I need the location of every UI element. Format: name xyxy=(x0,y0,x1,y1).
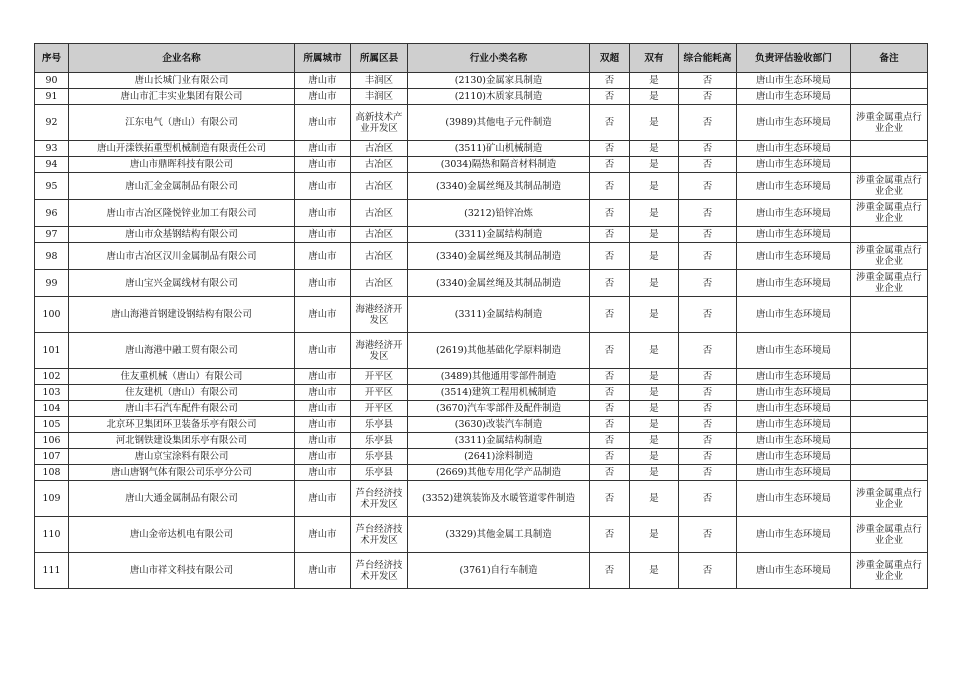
cell-shuangchao: 否 xyxy=(590,141,630,157)
header-energy: 综合能耗高 xyxy=(679,44,737,73)
cell-energy: 否 xyxy=(679,141,737,157)
cell-note xyxy=(851,333,928,369)
table-row xyxy=(35,227,928,243)
cell-industry: (3989)其他电子元件制造 xyxy=(408,105,590,141)
cell-seq: 90 xyxy=(35,73,69,89)
cell-note xyxy=(851,385,928,401)
cell-department: 唐山市生态环境局 xyxy=(737,517,851,553)
cell-district: 高新技术产业开发区 xyxy=(351,105,408,141)
cell-shuangchao: 否 xyxy=(590,270,630,297)
cell-district: 芦台经济技术开发区 xyxy=(351,517,408,553)
table-row xyxy=(35,517,928,553)
table-row xyxy=(35,200,928,227)
cell-note xyxy=(851,417,928,433)
cell-shuangchao: 否 xyxy=(590,105,630,141)
cell-industry: (3311)金属结构制造 xyxy=(408,297,590,333)
cell-note: 涉重金属重点行业企业 xyxy=(851,173,928,200)
cell-note xyxy=(851,449,928,465)
cell-district: 芦台经济技术开发区 xyxy=(351,553,408,589)
cell-district: 开平区 xyxy=(351,401,408,417)
cell-department: 唐山市生态环境局 xyxy=(737,73,851,89)
cell-shuangchao: 否 xyxy=(590,553,630,589)
cell-company-name: 唐山市古冶区汉川金属制品有限公司 xyxy=(69,243,295,270)
cell-department: 唐山市生态环境局 xyxy=(737,173,851,200)
cell-energy: 否 xyxy=(679,553,737,589)
header-district: 所属区县 xyxy=(351,44,408,73)
cell-note: 涉重金属重点行业企业 xyxy=(851,553,928,589)
cell-seq: 111 xyxy=(35,553,69,589)
cell-energy: 否 xyxy=(679,449,737,465)
cell-seq: 100 xyxy=(35,297,69,333)
cell-seq: 94 xyxy=(35,157,69,173)
cell-district: 芦台经济技术开发区 xyxy=(351,481,408,517)
cell-industry: (2110)木质家具制造 xyxy=(408,89,590,105)
cell-shuangyou: 是 xyxy=(630,243,679,270)
cell-city: 唐山市 xyxy=(295,553,351,589)
cell-company-name: 唐山海港中融工贸有限公司 xyxy=(69,333,295,369)
cell-seq: 106 xyxy=(35,433,69,449)
cell-shuangyou: 是 xyxy=(630,73,679,89)
cell-city: 唐山市 xyxy=(295,333,351,369)
cell-city: 唐山市 xyxy=(295,369,351,385)
cell-department: 唐山市生态环境局 xyxy=(737,401,851,417)
cell-department: 唐山市生态环境局 xyxy=(737,553,851,589)
cell-shuangyou: 是 xyxy=(630,401,679,417)
cell-department: 唐山市生态环境局 xyxy=(737,417,851,433)
table-row xyxy=(35,481,928,517)
cell-industry: (3511)矿山机械制造 xyxy=(408,141,590,157)
cell-seq: 97 xyxy=(35,227,69,243)
cell-seq: 104 xyxy=(35,401,69,417)
cell-shuangchao: 否 xyxy=(590,333,630,369)
cell-shuangchao: 否 xyxy=(590,449,630,465)
cell-shuangchao: 否 xyxy=(590,369,630,385)
cell-department: 唐山市生态环境局 xyxy=(737,481,851,517)
cell-shuangyou: 是 xyxy=(630,270,679,297)
cell-city: 唐山市 xyxy=(295,73,351,89)
cell-energy: 否 xyxy=(679,369,737,385)
cell-note xyxy=(851,297,928,333)
table-row xyxy=(35,173,928,200)
table-row xyxy=(35,465,928,481)
cell-industry: (3311)金属结构制造 xyxy=(408,433,590,449)
table-row xyxy=(35,449,928,465)
cell-shuangyou: 是 xyxy=(630,333,679,369)
cell-company-name: 北京环卫集团环卫装备乐亭有限公司 xyxy=(69,417,295,433)
cell-shuangchao: 否 xyxy=(590,227,630,243)
cell-shuangchao: 否 xyxy=(590,517,630,553)
cell-energy: 否 xyxy=(679,243,737,270)
cell-energy: 否 xyxy=(679,270,737,297)
cell-shuangyou: 是 xyxy=(630,227,679,243)
cell-energy: 否 xyxy=(679,517,737,553)
cell-shuangyou: 是 xyxy=(630,417,679,433)
cell-company-name: 唐山唐钢气体有限公司乐亭分公司 xyxy=(69,465,295,481)
cell-company-name: 唐山开滦铁拓重型机械制造有限责任公司 xyxy=(69,141,295,157)
cell-energy: 否 xyxy=(679,73,737,89)
header-shuangyou: 双有 xyxy=(630,44,679,73)
cell-shuangchao: 否 xyxy=(590,465,630,481)
cell-department: 唐山市生态环境局 xyxy=(737,141,851,157)
table-row xyxy=(35,157,928,173)
table-row xyxy=(35,333,928,369)
cell-shuangchao: 否 xyxy=(590,243,630,270)
cell-shuangyou: 是 xyxy=(630,157,679,173)
cell-seq: 99 xyxy=(35,270,69,297)
cell-company-name: 唐山海港首钢建设钢结构有限公司 xyxy=(69,297,295,333)
cell-city: 唐山市 xyxy=(295,385,351,401)
cell-city: 唐山市 xyxy=(295,449,351,465)
cell-energy: 否 xyxy=(679,157,737,173)
header-shuangchao: 双超 xyxy=(590,44,630,73)
cell-shuangchao: 否 xyxy=(590,433,630,449)
cell-industry: (3514)建筑工程用机械制造 xyxy=(408,385,590,401)
cell-energy: 否 xyxy=(679,297,737,333)
cell-seq: 109 xyxy=(35,481,69,517)
header-company-name: 企业名称 xyxy=(69,44,295,73)
cell-shuangchao: 否 xyxy=(590,73,630,89)
table-row xyxy=(35,105,928,141)
cell-shuangyou: 是 xyxy=(630,553,679,589)
cell-district: 开平区 xyxy=(351,369,408,385)
cell-company-name: 河北钢铁建设集团乐亭有限公司 xyxy=(69,433,295,449)
cell-department: 唐山市生态环境局 xyxy=(737,449,851,465)
cell-shuangchao: 否 xyxy=(590,385,630,401)
cell-company-name: 江东电气（唐山）有限公司 xyxy=(69,105,295,141)
cell-energy: 否 xyxy=(679,385,737,401)
cell-district: 古冶区 xyxy=(351,157,408,173)
cell-city: 唐山市 xyxy=(295,243,351,270)
cell-industry: (2130)金属家具制造 xyxy=(408,73,590,89)
cell-city: 唐山市 xyxy=(295,433,351,449)
cell-city: 唐山市 xyxy=(295,89,351,105)
cell-energy: 否 xyxy=(679,105,737,141)
cell-note: 涉重金属重点行业企业 xyxy=(851,270,928,297)
cell-note xyxy=(851,73,928,89)
cell-department: 唐山市生态环境局 xyxy=(737,433,851,449)
cell-city: 唐山市 xyxy=(295,157,351,173)
cell-seq: 98 xyxy=(35,243,69,270)
cell-district: 海港经济开发区 xyxy=(351,333,408,369)
cell-department: 唐山市生态环境局 xyxy=(737,297,851,333)
cell-shuangyou: 是 xyxy=(630,369,679,385)
cell-company-name: 唐山宝兴金属线材有限公司 xyxy=(69,270,295,297)
cell-company-name: 唐山市古冶区隆悦锌业加工有限公司 xyxy=(69,200,295,227)
cell-industry: (3489)其他通用零部件制造 xyxy=(408,369,590,385)
cell-shuangchao: 否 xyxy=(590,200,630,227)
cell-industry: (3670)汽车零部件及配件制造 xyxy=(408,401,590,417)
cell-shuangyou: 是 xyxy=(630,89,679,105)
cell-note xyxy=(851,141,928,157)
table-row xyxy=(35,385,928,401)
cell-note xyxy=(851,433,928,449)
cell-shuangchao: 否 xyxy=(590,417,630,433)
cell-energy: 否 xyxy=(679,417,737,433)
cell-shuangchao: 否 xyxy=(590,173,630,200)
header-industry: 行业小类名称 xyxy=(408,44,590,73)
cell-department: 唐山市生态环境局 xyxy=(737,89,851,105)
cell-shuangchao: 否 xyxy=(590,89,630,105)
cell-energy: 否 xyxy=(679,401,737,417)
cell-district: 古冶区 xyxy=(351,141,408,157)
cell-seq: 91 xyxy=(35,89,69,105)
cell-company-name: 唐山长城门业有限公司 xyxy=(69,73,295,89)
cell-city: 唐山市 xyxy=(295,517,351,553)
cell-seq: 105 xyxy=(35,417,69,433)
table-header-row xyxy=(35,44,928,73)
cell-shuangyou: 是 xyxy=(630,449,679,465)
cell-district: 古冶区 xyxy=(351,243,408,270)
cell-shuangyou: 是 xyxy=(630,465,679,481)
header-seq: 序号 xyxy=(35,44,69,73)
cell-district: 古冶区 xyxy=(351,173,408,200)
cell-note: 涉重金属重点行业企业 xyxy=(851,481,928,517)
table-row xyxy=(35,89,928,105)
cell-department: 唐山市生态环境局 xyxy=(737,270,851,297)
cell-seq: 101 xyxy=(35,333,69,369)
cell-shuangyou: 是 xyxy=(630,200,679,227)
cell-energy: 否 xyxy=(679,89,737,105)
cell-district: 乐亭县 xyxy=(351,433,408,449)
cell-shuangchao: 否 xyxy=(590,157,630,173)
cell-industry: (3212)铅锌冶炼 xyxy=(408,200,590,227)
cell-city: 唐山市 xyxy=(295,417,351,433)
cell-department: 唐山市生态环境局 xyxy=(737,200,851,227)
cell-district: 古冶区 xyxy=(351,227,408,243)
cell-energy: 否 xyxy=(679,200,737,227)
cell-seq: 93 xyxy=(35,141,69,157)
cell-note xyxy=(851,465,928,481)
cell-shuangyou: 是 xyxy=(630,481,679,517)
table-row xyxy=(35,73,928,89)
cell-seq: 96 xyxy=(35,200,69,227)
cell-shuangchao: 否 xyxy=(590,401,630,417)
table-body xyxy=(35,73,928,589)
cell-energy: 否 xyxy=(679,173,737,200)
cell-company-name: 唐山丰石汽车配件有限公司 xyxy=(69,401,295,417)
cell-city: 唐山市 xyxy=(295,401,351,417)
cell-note: 涉重金属重点行业企业 xyxy=(851,200,928,227)
cell-industry: (2619)其他基础化学原料制造 xyxy=(408,333,590,369)
cell-city: 唐山市 xyxy=(295,465,351,481)
cell-seq: 107 xyxy=(35,449,69,465)
cell-department: 唐山市生态环境局 xyxy=(737,333,851,369)
cell-seq: 95 xyxy=(35,173,69,200)
cell-city: 唐山市 xyxy=(295,200,351,227)
cell-industry: (3340)金属丝绳及其制品制造 xyxy=(408,173,590,200)
cell-department: 唐山市生态环境局 xyxy=(737,385,851,401)
cell-industry: (3340)金属丝绳及其制品制造 xyxy=(408,243,590,270)
cell-district: 丰润区 xyxy=(351,73,408,89)
cell-district: 古冶区 xyxy=(351,270,408,297)
cell-company-name: 唐山市众基钢结构有限公司 xyxy=(69,227,295,243)
cell-note xyxy=(851,89,928,105)
cell-shuangchao: 否 xyxy=(590,481,630,517)
cell-shuangyou: 是 xyxy=(630,433,679,449)
cell-seq: 102 xyxy=(35,369,69,385)
cell-shuangyou: 是 xyxy=(630,385,679,401)
cell-note xyxy=(851,401,928,417)
cell-department: 唐山市生态环境局 xyxy=(737,157,851,173)
cell-department: 唐山市生态环境局 xyxy=(737,243,851,270)
cell-company-name: 唐山市鼎晖科技有限公司 xyxy=(69,157,295,173)
cell-city: 唐山市 xyxy=(295,481,351,517)
table-row xyxy=(35,297,928,333)
cell-city: 唐山市 xyxy=(295,173,351,200)
cell-energy: 否 xyxy=(679,481,737,517)
cell-company-name: 唐山大通金属制品有限公司 xyxy=(69,481,295,517)
cell-shuangyou: 是 xyxy=(630,517,679,553)
cell-company-name: 唐山市汇丰实业集团有限公司 xyxy=(69,89,295,105)
cell-district: 古冶区 xyxy=(351,200,408,227)
cell-industry: (3034)隔热和隔音材料制造 xyxy=(408,157,590,173)
cell-energy: 否 xyxy=(679,333,737,369)
table-row xyxy=(35,141,928,157)
cell-company-name: 住友重机械（唐山）有限公司 xyxy=(69,369,295,385)
cell-seq: 92 xyxy=(35,105,69,141)
cell-department: 唐山市生态环境局 xyxy=(737,369,851,385)
cell-note xyxy=(851,157,928,173)
table-row xyxy=(35,369,928,385)
cell-industry: (2641)涂料制造 xyxy=(408,449,590,465)
cell-seq: 108 xyxy=(35,465,69,481)
cell-district: 开平区 xyxy=(351,385,408,401)
header-department: 负责评估验收部门 xyxy=(737,44,851,73)
cell-city: 唐山市 xyxy=(295,270,351,297)
cell-industry: (3761)自行车制造 xyxy=(408,553,590,589)
cell-energy: 否 xyxy=(679,433,737,449)
table-row xyxy=(35,417,928,433)
cell-industry: (2669)其他专用化学产品制造 xyxy=(408,465,590,481)
cell-city: 唐山市 xyxy=(295,141,351,157)
cell-department: 唐山市生态环境局 xyxy=(737,227,851,243)
cell-industry: (3340)金属丝绳及其制品制造 xyxy=(408,270,590,297)
cell-seq: 103 xyxy=(35,385,69,401)
cell-city: 唐山市 xyxy=(295,105,351,141)
table-row xyxy=(35,243,928,270)
cell-industry: (3311)金属结构制造 xyxy=(408,227,590,243)
header-note: 备注 xyxy=(851,44,928,73)
table-row xyxy=(35,553,928,589)
cell-department: 唐山市生态环境局 xyxy=(737,105,851,141)
cell-energy: 否 xyxy=(679,465,737,481)
cell-department: 唐山市生态环境局 xyxy=(737,465,851,481)
cell-city: 唐山市 xyxy=(295,227,351,243)
cell-industry: (3329)其他金属工具制造 xyxy=(408,517,590,553)
cell-industry: (3352)建筑装饰及水暖管道零件制造 xyxy=(408,481,590,517)
table-row xyxy=(35,433,928,449)
cell-company-name: 住友建机（唐山）有限公司 xyxy=(69,385,295,401)
cell-note: 涉重金属重点行业企业 xyxy=(851,243,928,270)
cell-shuangchao: 否 xyxy=(590,297,630,333)
cell-city: 唐山市 xyxy=(295,297,351,333)
cell-shuangyou: 是 xyxy=(630,173,679,200)
cell-district: 海港经济开发区 xyxy=(351,297,408,333)
header-city: 所属城市 xyxy=(295,44,351,73)
enterprise-list-table-page xyxy=(34,43,927,589)
cell-energy: 否 xyxy=(679,227,737,243)
cell-shuangyou: 是 xyxy=(630,297,679,333)
cell-note xyxy=(851,227,928,243)
cell-seq: 110 xyxy=(35,517,69,553)
cell-company-name: 唐山京宝涂料有限公司 xyxy=(69,449,295,465)
cell-company-name: 唐山金帝达机电有限公司 xyxy=(69,517,295,553)
cell-shuangyou: 是 xyxy=(630,141,679,157)
cell-district: 丰润区 xyxy=(351,89,408,105)
cell-company-name: 唐山市祥文科技有限公司 xyxy=(69,553,295,589)
enterprise-table xyxy=(34,43,928,589)
cell-note xyxy=(851,369,928,385)
cell-note: 涉重金属重点行业企业 xyxy=(851,517,928,553)
cell-company-name: 唐山汇金金属制品有限公司 xyxy=(69,173,295,200)
cell-district: 乐亭县 xyxy=(351,465,408,481)
cell-shuangyou: 是 xyxy=(630,105,679,141)
table-row xyxy=(35,270,928,297)
table-row xyxy=(35,401,928,417)
cell-district: 乐亭县 xyxy=(351,417,408,433)
cell-industry: (3630)改装汽车制造 xyxy=(408,417,590,433)
cell-district: 乐亭县 xyxy=(351,449,408,465)
cell-note: 涉重金属重点行业企业 xyxy=(851,105,928,141)
